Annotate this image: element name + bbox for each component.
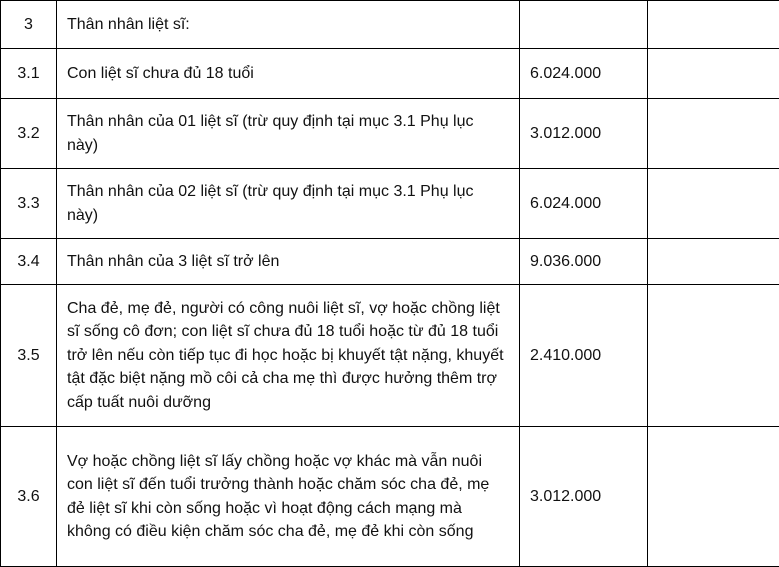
row-description: Thân nhân của 3 liệt sĩ trở lên [57, 239, 520, 285]
row-description: Cha đẻ, mẹ đẻ, người có công nuôi liệt sĩ, vợ hoặc chồng liệt sĩ sống cô đơn; con liệt sĩ chưa đủ 18 tuổi hoặc từ đủ 18 tuổi trở lên nếu còn tiếp tục đi học hoặc bị khuyết tật nặng, khuyết tật đặc biệt nặng mồ côi cả cha mẹ thì được hưởng thêm trợ cấp tuất nuôi dưỡng [57, 285, 520, 427]
row-amount: 6.024.000 [520, 169, 648, 239]
row-extra [648, 285, 779, 427]
table-row [1, 285, 779, 427]
row-amount [520, 1, 648, 49]
row-extra [648, 169, 779, 239]
row-extra [648, 1, 779, 49]
table-row [1, 427, 779, 567]
row-extra [648, 239, 779, 285]
row-number: 3.3 [1, 169, 57, 239]
row-number: 3.5 [1, 285, 57, 427]
table-row [1, 99, 779, 169]
row-number: 3.4 [1, 239, 57, 285]
row-description: Con liệt sĩ chưa đủ 18 tuổi [57, 49, 520, 99]
row-extra [648, 49, 779, 99]
row-amount: 9.036.000 [520, 239, 648, 285]
row-amount: 6.024.000 [520, 49, 648, 99]
row-number: 3.1 [1, 49, 57, 99]
row-description: Thân nhân của 01 liệt sĩ (trừ quy định tại mục 3.1 Phụ lục này) [57, 99, 520, 169]
row-amount: 2.410.000 [520, 285, 648, 427]
table-row [1, 49, 779, 99]
row-description: Thân nhân liệt sĩ: [57, 1, 520, 49]
row-amount: 3.012.000 [520, 99, 648, 169]
row-number: 3.6 [1, 427, 57, 567]
row-description: Thân nhân của 02 liệt sĩ (trừ quy định tại mục 3.1 Phụ lục này) [57, 169, 520, 239]
table-row [1, 239, 779, 285]
row-extra [648, 99, 779, 169]
row-amount: 3.012.000 [520, 427, 648, 567]
table-row [1, 169, 779, 239]
row-description: Vợ hoặc chồng liệt sĩ lấy chồng hoặc vợ khác mà vẫn nuôi con liệt sĩ đến tuổi trưởng thành hoặc chăm sóc cha đẻ, mẹ đẻ liệt sĩ khi còn sống hoặc vì hoạt động cách mạng mà không có điều kiện chăm sóc cha đẻ, mẹ đẻ khi còn sống [57, 427, 520, 567]
row-number: 3.2 [1, 99, 57, 169]
table-row [1, 1, 779, 49]
row-number: 3 [1, 1, 57, 49]
row-extra [648, 427, 779, 567]
